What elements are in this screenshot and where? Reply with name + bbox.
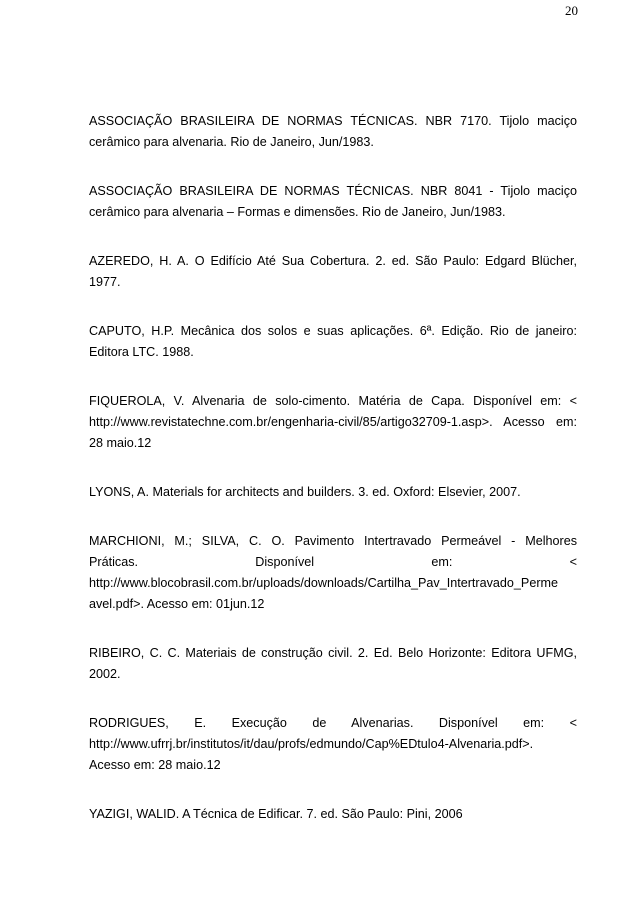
reference-line: Acesso em: 28 maio.12 bbox=[89, 758, 221, 772]
reference-line: cerâmico para alvenaria – Formas e dimensões. Rio de Janeiro, Jun/1983. bbox=[89, 205, 506, 219]
reference-line: Práticas. Disponível em: < bbox=[89, 555, 577, 569]
reference-line: http://www.ufrrj.br/institutos/it/dau/profs/edmundo/Cap%EDtulo4-Alvenaria.pdf>. bbox=[89, 737, 534, 751]
reference-line: 28 maio.12 bbox=[89, 436, 152, 450]
reference-line: cerâmico para alvenaria. Rio de Janeiro, Jun/1983. bbox=[89, 135, 374, 149]
reference-entry bbox=[89, 804, 577, 825]
reference-line: Editora LTC. 1988. bbox=[89, 345, 194, 359]
reference-entry bbox=[89, 482, 577, 503]
reference-line: MARCHIONI, M.; SILVA, C. O. Pavimento Intertravado Permeável - Melhores bbox=[89, 534, 577, 548]
reference-entry bbox=[89, 531, 577, 615]
reference-line: 1977. bbox=[89, 275, 121, 289]
reference-entry bbox=[89, 713, 577, 776]
reference-line: AZEREDO, H. A. O Edifício Até Sua Cobertura. 2. ed. São Paulo: Edgard Blücher, bbox=[89, 254, 577, 268]
reference-line: LYONS, A. Materials for architects and builders. 3. ed. Oxford: Elsevier, 2007. bbox=[89, 485, 521, 499]
reference-entry bbox=[89, 111, 577, 153]
reference-line: YAZIGI, WALID. A Técnica de Edificar. 7. ed. São Paulo: Pini, 2006 bbox=[89, 807, 463, 821]
page-number: 20 bbox=[565, 3, 578, 18]
reference-line: ASSOCIAÇÃO BRASILEIRA DE NORMAS TÉCNICAS. NBR 7170. Tijolo maciço bbox=[89, 114, 577, 128]
reference-list bbox=[89, 111, 577, 853]
reference-entry bbox=[89, 391, 577, 454]
reference-entry bbox=[89, 181, 577, 223]
reference-line: http://www.revistatechne.com.br/engenharia-civil/85/artigo32709-1.asp>. Acesso em: bbox=[89, 415, 577, 429]
reference-line: FIQUEROLA, V. Alvenaria de solo-cimento. Matéria de Capa. Disponível em: < bbox=[89, 394, 577, 408]
reference-line: http://www.blocobrasil.com.br/uploads/downloads/Cartilha_Pav_Intertravado_Perme bbox=[89, 576, 559, 590]
reference-entry bbox=[89, 321, 577, 363]
reference-line: ASSOCIAÇÃO BRASILEIRA DE NORMAS TÉCNICAS. NBR 8041 - Tijolo maciço bbox=[89, 184, 577, 198]
reference-line: RIBEIRO, C. C. Materiais de construção civil. 2. Ed. Belo Horizonte: Editora UFMG, bbox=[89, 646, 577, 660]
reference-line: avel.pdf>. Acesso em: 01jun.12 bbox=[89, 597, 265, 611]
reference-entry bbox=[89, 643, 577, 685]
reference-line: CAPUTO, H.P. Mecânica dos solos e suas aplicações. 6ª. Edição. Rio de janeiro: bbox=[89, 324, 577, 338]
reference-line: 2002. bbox=[89, 667, 121, 681]
reference-line: RODRIGUES, E. Execução de Alvenarias. Disponível em: < bbox=[89, 716, 577, 730]
reference-entry bbox=[89, 251, 577, 293]
